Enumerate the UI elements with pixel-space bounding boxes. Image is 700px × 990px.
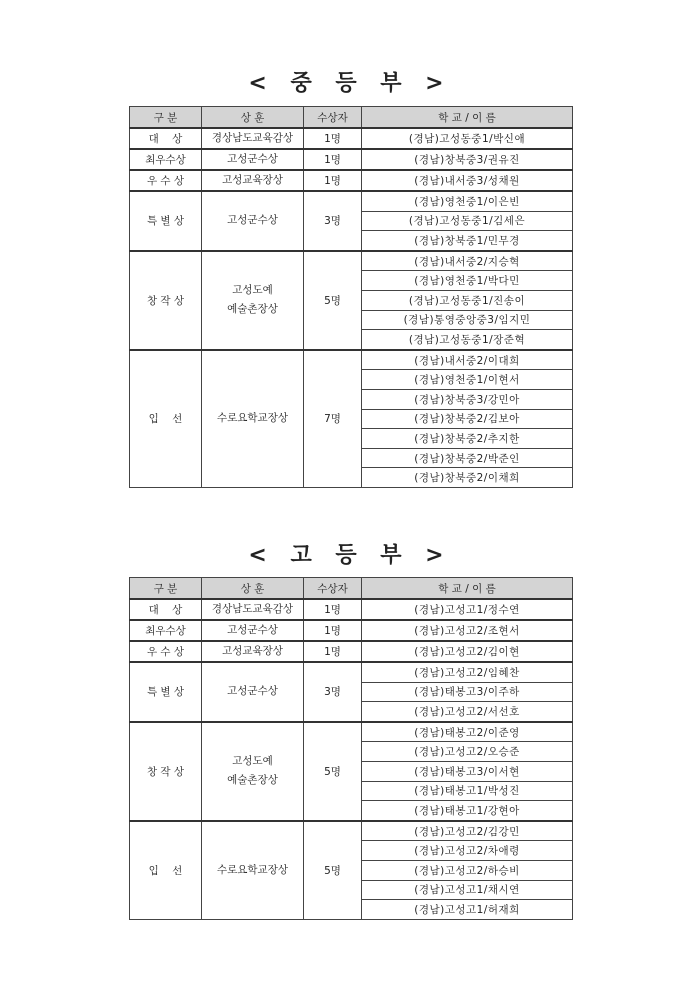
table-row (130, 350, 573, 370)
winner-name: (경남)태봉고1/강현아 (362, 801, 573, 821)
award-category: 창 작 상 (130, 722, 202, 821)
table-row (130, 641, 573, 662)
winner-name: (경남)고성동중1/박신애 (362, 128, 573, 149)
table-row (130, 128, 573, 149)
award-title: 고성교육장상 (202, 641, 304, 662)
winner-name: (경남)통영중앙중3/임지민 (362, 310, 573, 330)
award-category: 우 수 상 (130, 170, 202, 191)
winner-name: (경남)고성고2/임혜찬 (362, 662, 573, 682)
winner-name: (경남)영천중1/박다민 (362, 271, 573, 291)
award-category: 최우수상 (130, 149, 202, 170)
award-title: 고성군수상 (202, 191, 304, 251)
winner-name: (경남)고성고1/채시연 (362, 880, 573, 900)
column-header: 구 분 (130, 107, 202, 129)
table-row (130, 662, 573, 682)
winner-name: (경남)내서중2/지승혁 (362, 251, 573, 271)
winner-name: (경남)태봉고1/박성진 (362, 781, 573, 801)
winner-count: 1명 (304, 641, 362, 662)
award-title: 고성교육장상 (202, 170, 304, 191)
winner-count: 3명 (304, 662, 362, 722)
winner-count: 1명 (304, 149, 362, 170)
winner-count: 5명 (304, 251, 362, 350)
winner-name: (경남)고성동중1/장준혁 (362, 330, 573, 350)
winner-count: 5명 (304, 722, 362, 821)
table-header-row (130, 107, 573, 129)
winner-name: (경남)고성고2/오승준 (362, 742, 573, 762)
award-title: 경상남도교육감상 (202, 599, 304, 620)
award-title: 고성군수상 (202, 662, 304, 722)
award-category: 대 상 (130, 128, 202, 149)
table-row (130, 599, 573, 620)
award-title: 수로요학교장상 (202, 350, 304, 488)
winner-name: (경남)태봉고3/이서현 (362, 761, 573, 781)
column-header: 수상자 (304, 578, 362, 600)
winner-name: (경남)창북중2/박준인 (362, 448, 573, 468)
award-category: 창 작 상 (130, 251, 202, 350)
winner-name: (경남)내서중2/이대희 (362, 350, 573, 370)
winner-name: (경남)창북중3/권유진 (362, 149, 573, 170)
winner-name: (경남)창북중3/강민아 (362, 389, 573, 409)
column-header: 수상자 (304, 107, 362, 129)
winner-name: (경남)고성고2/하승비 (362, 860, 573, 880)
award-category: 최우수상 (130, 620, 202, 641)
column-header: 상 훈 (202, 578, 304, 600)
winner-count: 5명 (304, 821, 362, 919)
winner-name: (경남)고성동중1/김세은 (362, 211, 573, 231)
award-title: 고성도예 예술촌장상 (202, 251, 304, 350)
award-title: 고성군수상 (202, 620, 304, 641)
winner-name: (경남)영천중1/이은빈 (362, 191, 573, 211)
award-category: 특 별 상 (130, 662, 202, 722)
award-category: 대 상 (130, 599, 202, 620)
winner-name: (경남)고성고2/김강민 (362, 821, 573, 841)
winner-name: (경남)고성동중1/진송이 (362, 290, 573, 310)
award-category: 입 선 (130, 821, 202, 919)
winner-name: (경남)고성고2/김이현 (362, 641, 573, 662)
winner-name: (경남)내서중3/성채원 (362, 170, 573, 191)
winner-name: (경남)고성고1/정수연 (362, 599, 573, 620)
table-row (130, 191, 573, 211)
winner-count: 1명 (304, 170, 362, 191)
section-title-middle: < 중 등 부 > (248, 71, 452, 96)
table-row (130, 170, 573, 191)
column-header: 학 교 / 이 름 (362, 107, 573, 129)
award-category: 입 선 (130, 350, 202, 488)
column-header: 구 분 (130, 578, 202, 600)
award-title: 경상남도교육감상 (202, 128, 304, 149)
winner-name: (경남)창북중1/민무경 (362, 231, 573, 251)
winner-name: (경남)창북중2/김보아 (362, 409, 573, 429)
award-title: 고성도예 예술촌장상 (202, 722, 304, 821)
winner-name: (경남)영천중1/이현서 (362, 370, 573, 390)
winner-count: 3명 (304, 191, 362, 251)
winner-name: (경남)고성고2/서선호 (362, 702, 573, 722)
section-title-high: < 고 등 부 > (248, 543, 452, 568)
award-title: 고성군수상 (202, 149, 304, 170)
winner-count: 7명 (304, 350, 362, 488)
award-category: 특 별 상 (130, 191, 202, 251)
table-row (130, 722, 573, 742)
winner-count: 1명 (304, 620, 362, 641)
winner-count: 1명 (304, 599, 362, 620)
award-table-high (129, 577, 573, 920)
winner-name: (경남)태봉고2/이준영 (362, 722, 573, 742)
column-header: 학 교 / 이 름 (362, 578, 573, 600)
column-header: 상 훈 (202, 107, 304, 129)
table-header-row (130, 578, 573, 600)
award-title: 수로요학교장상 (202, 821, 304, 919)
table-row (130, 149, 573, 170)
winner-name: (경남)창북중2/추지한 (362, 429, 573, 449)
winner-name: (경남)고성고1/허재희 (362, 900, 573, 920)
winner-name: (경남)고성고2/조현서 (362, 620, 573, 641)
winner-count: 1명 (304, 128, 362, 149)
table-row (130, 251, 573, 271)
award-table-middle (129, 106, 573, 488)
winner-name: (경남)태봉고3/이주하 (362, 682, 573, 702)
table-row (130, 620, 573, 641)
winner-name: (경남)창북중2/이채희 (362, 468, 573, 488)
award-category: 우 수 상 (130, 641, 202, 662)
winner-name: (경남)고성고2/차애령 (362, 841, 573, 861)
table-row (130, 821, 573, 841)
